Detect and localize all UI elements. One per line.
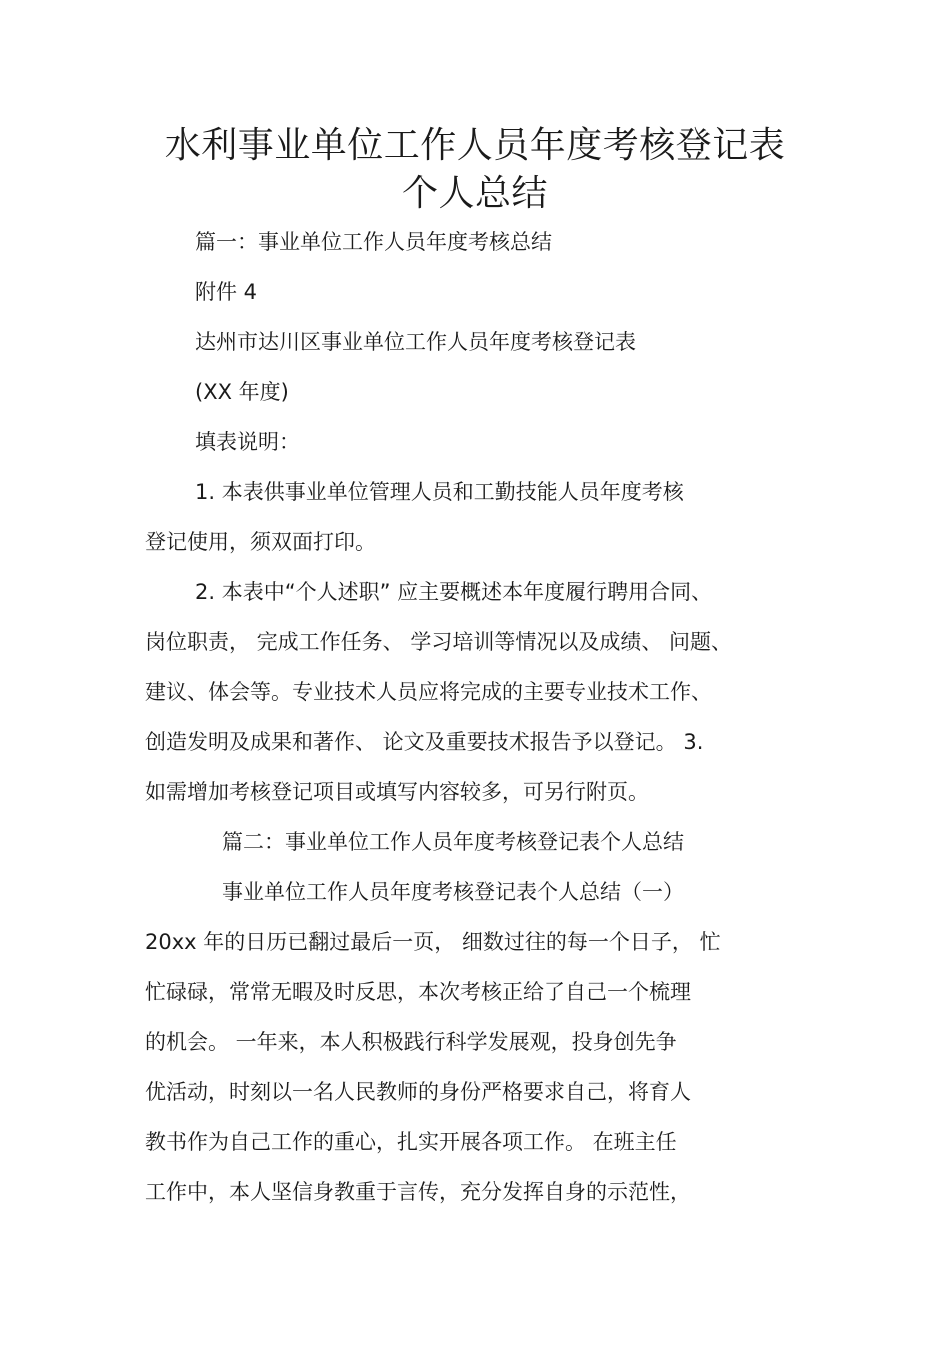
section1-heading: 篇一：事业单位工作人员年度考核总结 [195,230,552,254]
body-line4: 优活动，时刻以一名人民教师的身份严格要求自己，将育人 [145,1080,691,1104]
instruction-item1-line2: 登记使用，须双面打印。 [145,530,376,554]
instruction-item3-line: 如需增加考核登记项目或填写内容较多，可另行附页。 [145,780,649,804]
instruction-item2-line3: 建议、体会等。专业技术人员应将完成的主要专业技术工作、 [145,680,712,704]
instruction-item1-line1: 1. 本表供事业单位管理人员和工勤技能人员年度考核 [195,480,684,504]
instruction-item2-line4: 创造发明及成果和著作、 论文及重要技术报告予以登记。 3. [145,730,704,754]
body-line2: 忙碌碌，常常无暇及时反思，本次考核正给了自己一个梳理 [145,980,691,1004]
body-line6: 工作中，本人坚信身教重于言传，充分发挥自身的示范性， [145,1180,691,1204]
form-year: (XX 年度) [195,380,289,404]
body-line1: 20xx 年的日历已翻过最后一页， 细数过往的每一个日子， 忙 [145,930,721,954]
document-title-line1: 水利事业单位工作人员年度考核登记表 [164,125,786,166]
document-title-line2: 个人总结 [401,173,548,214]
attachment-label: 附件 4 [195,280,258,304]
instruction-item2-line2: 岗位职责， 完成工作任务、 学习培训等情况以及成绩、 问题、 [145,630,733,654]
form-name: 达州市达川区事业单位工作人员年度考核登记表 [195,330,636,354]
instruction-item2-line1: 2. 本表中“个人述职” 应主要概述本年度履行聘用合同、 [195,580,713,604]
subsection-heading: 事业单位工作人员年度考核登记表个人总结（一） [222,880,684,904]
instructions-heading: 填表说明： [195,430,300,454]
section2-heading: 篇二：事业单位工作人员年度考核登记表个人总结 [222,830,684,854]
body-line3: 的机会。 一年来，本人积极践行科学发展观，投身创先争 [145,1030,677,1054]
body-line5: 教书作为自己工作的重心，扎实开展各项工作。 在班主任 [145,1130,677,1154]
